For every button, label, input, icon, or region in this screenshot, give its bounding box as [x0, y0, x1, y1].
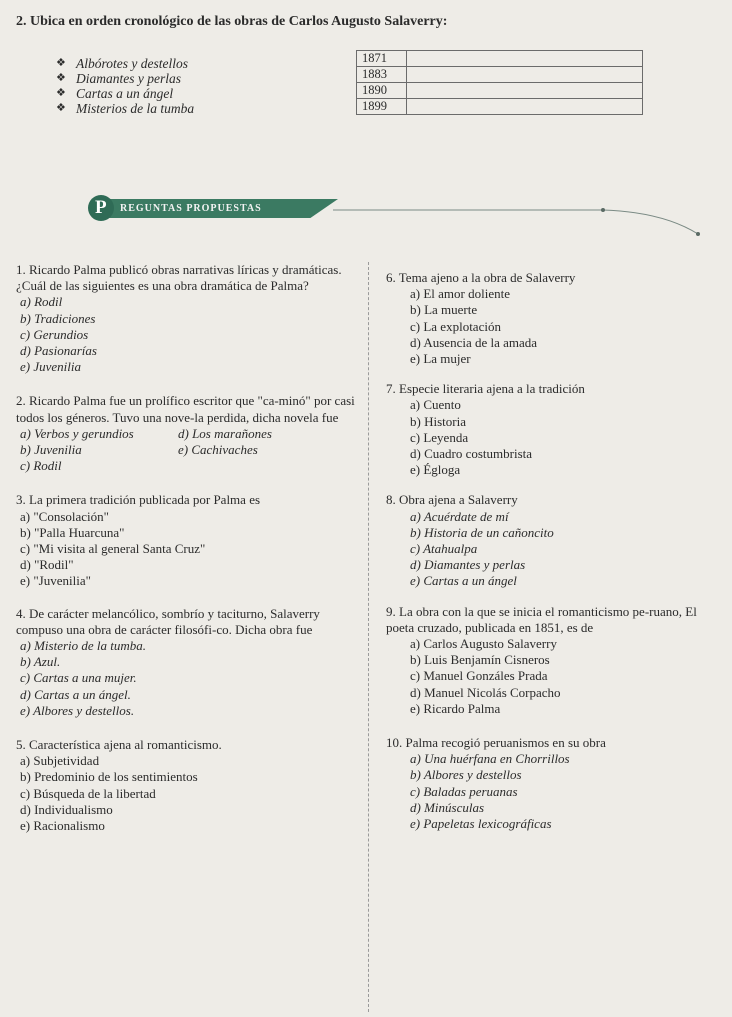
- question-3: [16, 492, 361, 589]
- work-item: ❖ Misterios de la tumba: [56, 101, 195, 116]
- option[interactable]: b) Historia de un cañoncito: [410, 524, 554, 540]
- option[interactable]: c) Atahualpa: [410, 541, 478, 557]
- table-row: [357, 51, 643, 67]
- option[interactable]: e) Cartas a un ángel: [410, 573, 517, 589]
- option[interactable]: e) Albores y destellos.: [20, 702, 135, 718]
- question-10: [386, 735, 726, 832]
- question-text: 10. Palma recogió peruanismos en su obra: [386, 735, 606, 751]
- option[interactable]: a) El amor doliente: [410, 286, 510, 302]
- diamond-bullet-icon: ❖: [56, 72, 66, 84]
- option[interactable]: c) Manuel Gonzáles Prada: [410, 668, 548, 684]
- works-list: [56, 56, 194, 116]
- option[interactable]: c) Leyenda: [410, 429, 469, 445]
- option[interactable]: d) Manuel Nicolás Corpacho: [410, 684, 561, 700]
- option[interactable]: d) Ausencia de la amada: [410, 334, 538, 350]
- option[interactable]: c) Búsqueda de la libertad: [20, 785, 156, 801]
- option[interactable]: a) Acuérdate de mí: [410, 508, 509, 524]
- option[interactable]: a) Cuento: [410, 397, 461, 413]
- option[interactable]: a) "Consolación": [20, 508, 109, 524]
- option[interactable]: e) Cachivaches: [178, 442, 258, 458]
- option[interactable]: a) Subjetividad: [20, 753, 100, 769]
- diamond-bullet-icon: ❖: [56, 87, 66, 99]
- option[interactable]: d) "Rodil": [20, 557, 74, 573]
- table-row: [357, 83, 643, 99]
- question-7: [386, 381, 726, 478]
- section-banner: [88, 195, 648, 235]
- diamond-bullet-icon: ❖: [56, 57, 66, 69]
- question-text: 9. La obra con la que se inicia el romanticismo pe-ruano, El poeta cruzado, publicada en 1851, es de: [386, 603, 697, 635]
- question-text: 6. Tema ajeno a la obra de Salaverry: [386, 270, 576, 285]
- answer-cell[interactable]: [407, 83, 643, 99]
- option[interactable]: c) Baladas peruanas: [410, 783, 518, 799]
- diamond-bullet-icon: ❖: [56, 102, 66, 114]
- question-text: 1. Ricardo Palma publicó obras narrativas líricas y dramáticas. ¿Cuál de las siguientes es una obra dramática de Palma?: [16, 262, 342, 294]
- option[interactable]: a) Rodil: [20, 294, 63, 310]
- option[interactable]: a) Verbos y gerundios: [20, 425, 134, 441]
- question-6: [386, 270, 726, 367]
- option[interactable]: c) La explotación: [410, 318, 501, 334]
- option[interactable]: d) Pasionarías: [20, 343, 97, 359]
- option[interactable]: c) Gerundios: [20, 326, 89, 342]
- option[interactable]: e) Papeletas lexicográficas: [410, 816, 552, 832]
- table-row: [357, 99, 643, 115]
- question-text: 7. Especie literaria ajena a la tradición: [386, 381, 585, 397]
- banner-decor-line: [333, 208, 703, 238]
- work-item: ❖ Cartas a un ángel: [56, 86, 174, 101]
- option[interactable]: b) Azul.: [20, 654, 61, 670]
- question-text: 2. Ricardo Palma fue un prolífico escritor que "ca-minó" por casi todos los géneros. Tuvo una nove-la perdida, dicha novela fue: [16, 393, 355, 425]
- option[interactable]: b) "Palla Huarcuna": [20, 524, 125, 540]
- option[interactable]: d) Diamantes y perlas: [410, 557, 526, 573]
- question-4: [16, 606, 361, 719]
- question-2: [16, 393, 361, 474]
- answer-cell[interactable]: [407, 99, 643, 115]
- question-text: 8. Obra ajena a Salaverry: [386, 492, 518, 508]
- question-text: 4. De carácter melancólico, sombrío y taciturno, Salaverry compuso una obra de carácter filosófi-co. Dicha obra fue: [16, 605, 320, 637]
- question-2-title: 2. Ubica en orden cronológico de las obras de Carlos Augusto Salaverry:: [16, 14, 448, 29]
- option-pair: [20, 442, 361, 458]
- option[interactable]: e) La mujer: [410, 351, 471, 367]
- question-text: 3. La primera tradición publicada por Palma es: [16, 492, 261, 508]
- banner-text: REGUNTAS PROPUESTAS: [120, 203, 262, 214]
- question-9: [386, 604, 726, 717]
- years-table: [356, 50, 643, 115]
- answer-cell[interactable]: [407, 67, 643, 83]
- question-8: [386, 492, 726, 589]
- option[interactable]: e) "Juvenilia": [20, 573, 91, 589]
- option[interactable]: c) Cartas a una mujer.: [20, 670, 137, 686]
- column-divider: [368, 262, 370, 1012]
- option[interactable]: d) Los marañones: [178, 425, 272, 441]
- option[interactable]: a) Misterio de la tumba.: [20, 638, 147, 654]
- option[interactable]: d) Individualismo: [20, 801, 113, 817]
- option[interactable]: b) Luis Benjamín Cisneros: [410, 652, 550, 668]
- option[interactable]: c) "Mi visita al general Santa Cruz": [20, 541, 206, 557]
- option[interactable]: e) Égloga: [410, 462, 461, 478]
- option[interactable]: b) Albores y destellos: [410, 767, 522, 783]
- option[interactable]: a) Una huérfana en Chorrillos: [410, 751, 570, 767]
- option[interactable]: d) Cuadro costumbrista: [410, 446, 533, 462]
- option[interactable]: d) Minúsculas: [410, 799, 485, 815]
- year-cell: 1890: [357, 83, 407, 99]
- option[interactable]: d) Cartas a un ángel.: [20, 686, 131, 702]
- option[interactable]: b) La muerte: [410, 302, 478, 318]
- left-column: [16, 262, 361, 834]
- question-5: [16, 737, 361, 834]
- year-cell: 1871: [357, 51, 407, 67]
- question-text: 5. Característica ajena al romanticismo.: [16, 737, 222, 753]
- option[interactable]: b) Juvenilia: [20, 442, 82, 458]
- option[interactable]: b) Historia: [410, 413, 466, 429]
- answer-cell[interactable]: [407, 51, 643, 67]
- work-item: ❖ Albórotes y destellos: [56, 56, 188, 71]
- table-row: [357, 67, 643, 83]
- year-cell: 1883: [357, 67, 407, 83]
- right-column: [386, 270, 726, 832]
- option-pair: [20, 426, 361, 442]
- year-cell: 1899: [357, 99, 407, 115]
- question-1: [16, 262, 361, 375]
- option[interactable]: e) Juvenilia: [20, 359, 81, 375]
- option[interactable]: a) Carlos Augusto Salaverry: [410, 636, 557, 652]
- option[interactable]: e) Racionalismo: [20, 818, 105, 834]
- work-item: ❖ Diamantes y perlas: [56, 71, 181, 86]
- option[interactable]: c) Rodil: [20, 458, 62, 474]
- option[interactable]: b) Tradiciones: [20, 310, 96, 326]
- banner-letter: P: [95, 197, 107, 218]
- option[interactable]: b) Predominio de los sentimientos: [20, 769, 198, 785]
- option[interactable]: e) Ricardo Palma: [410, 700, 501, 716]
